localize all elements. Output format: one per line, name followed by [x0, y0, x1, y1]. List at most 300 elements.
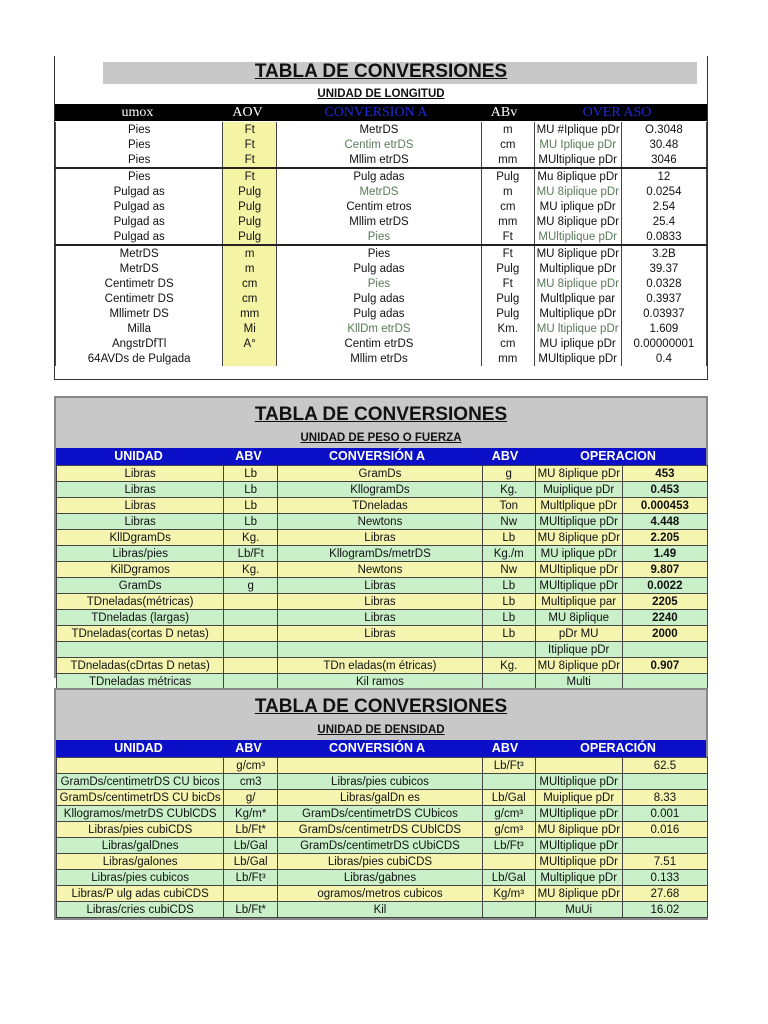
factor-cell: 9.807 — [622, 562, 707, 578]
length-table-header — [55, 104, 707, 121]
conversion-cell: GramDs/centimetrDS CUblCDS — [278, 822, 483, 838]
abv-to-cell: Pulg — [481, 261, 534, 276]
abv-to-cell: Lb — [482, 578, 535, 594]
factor-cell: 8.33 — [622, 790, 707, 806]
table-row — [57, 902, 708, 918]
weight-table-title: TABLA DE CONVERSIONES — [254, 404, 508, 425]
table-row — [57, 822, 708, 838]
abv-cell: Mi — [223, 321, 277, 336]
abv-cell: Lb — [224, 482, 278, 498]
operation-cell: MU 8iplique — [535, 610, 622, 626]
abv-to-cell: Lb — [482, 530, 535, 546]
abv-cell — [224, 610, 278, 626]
abv-to-cell: m — [481, 184, 534, 199]
conversion-cell: GramDs/centimetrDS CUbicos — [278, 806, 483, 822]
abv-cell: g/cm³ — [224, 758, 278, 774]
abv-to-cell: cm — [481, 199, 534, 214]
unit-cell: GramDs/centimetrDS CU bicos — [57, 774, 224, 790]
abv-cell: cm3 — [224, 774, 278, 790]
abv-to-cell: Lb — [482, 626, 535, 642]
factor-cell: 0.3937 — [621, 291, 706, 306]
abv-to-cell: Pulg — [481, 168, 534, 184]
abv-cell — [224, 626, 278, 642]
factor-cell: 0.453 — [622, 482, 707, 498]
unit-cell: TDneladas(cortas D netas) — [57, 626, 224, 642]
operation-cell: MU iplique pDr — [535, 546, 622, 562]
operation-cell: MU 8iplique pDr — [535, 530, 622, 546]
abv-to-cell: mm — [481, 351, 534, 366]
header-operacion: OPERACION — [580, 449, 656, 463]
operation-cell: MUltiplique pDr — [534, 351, 621, 366]
abv-cell: Kg. — [224, 530, 278, 546]
table-row — [56, 168, 707, 184]
abv-to-cell: g/cm³ — [482, 806, 535, 822]
factor-cell: 4.448 — [622, 514, 707, 530]
operation-cell: MUltiplique pDr — [534, 152, 621, 168]
header-operacion: OPERACIÓN — [580, 741, 656, 755]
abv-cell: Ft — [223, 152, 277, 168]
factor-cell: 12 — [621, 168, 706, 184]
table-row — [57, 626, 708, 642]
unit-cell: Milla — [56, 321, 223, 336]
operation-cell: MU 8iplique pDr — [534, 276, 621, 291]
factor-cell: 3046 — [621, 152, 706, 168]
abv-to-cell: Kg/m³ — [482, 886, 535, 902]
density-table-panel — [54, 688, 708, 920]
unit-cell: Libras/cries cubiCDS — [57, 902, 224, 918]
table-row — [57, 886, 708, 902]
operation-cell: MU 8iplique pDr — [535, 466, 622, 482]
abv-cell: Lb/Ft* — [224, 822, 278, 838]
conversion-cell: Mllim etrDS — [277, 214, 482, 229]
operation-cell: MU 8iplique pDr — [534, 245, 621, 261]
unit-cell: Libras/galDnes — [57, 838, 224, 854]
factor-cell: 7.51 — [622, 854, 707, 870]
table-row — [57, 854, 708, 870]
table-row — [57, 482, 708, 498]
unit-cell: GramDs — [57, 578, 224, 594]
unit-cell: Pies — [56, 137, 223, 152]
factor-cell: 16.02 — [622, 902, 707, 918]
unit-cell: 64AVDs de Pulgada — [56, 351, 223, 366]
factor-cell: 0.907 — [622, 658, 707, 674]
factor-cell: 0.03937 — [621, 306, 706, 321]
header-unidad: UNIDAD — [114, 449, 163, 463]
conversion-cell: Libras/pies cubiCDS — [278, 854, 483, 870]
factor-cell: 0.4 — [621, 351, 706, 366]
abv-cell: Lb/Gal — [224, 854, 278, 870]
unit-cell: KllDgramDs — [57, 530, 224, 546]
factor-cell: 0.0254 — [621, 184, 706, 199]
table-row — [57, 546, 708, 562]
header-abv-2: ABV — [491, 741, 519, 755]
operation-cell: MU 8iplique pDr — [535, 658, 622, 674]
unit-cell: Pulgad as — [56, 229, 223, 245]
operation-cell: Muiplique pDr — [535, 790, 622, 806]
conversion-cell: Pulg adas — [277, 261, 482, 276]
conversion-cell: Libras — [278, 578, 483, 594]
table-row — [57, 870, 708, 886]
abv-cell: Lb — [224, 466, 278, 482]
abv-cell: Kg. — [224, 562, 278, 578]
table-row — [57, 578, 708, 594]
abv-cell: cm — [223, 276, 277, 291]
operation-cell: MU 8iplique pDr — [535, 886, 622, 902]
factor-cell: 39.37 — [621, 261, 706, 276]
table-row — [56, 306, 707, 321]
conversion-cell: Libras — [278, 610, 483, 626]
conversion-cell: Pulg adas — [277, 306, 482, 321]
factor-cell: 27.68 — [622, 886, 707, 902]
abv-cell: Ft — [223, 168, 277, 184]
abv-to-cell: Pulg — [481, 291, 534, 306]
abv-cell: Lb/Ft — [224, 546, 278, 562]
unit-cell: Libras/pies — [57, 546, 224, 562]
factor-cell — [622, 774, 707, 790]
operation-cell: MU #Iplique pDr — [534, 122, 621, 137]
conversion-cell: Libras — [278, 626, 483, 642]
operation-cell: Multlplique pDr — [535, 498, 622, 514]
operation-cell: pDr MU — [535, 626, 622, 642]
conversion-cell: ogramos/metros cubicos — [278, 886, 483, 902]
factor-cell: 453 — [622, 466, 707, 482]
abv-to-cell: Pulg — [481, 306, 534, 321]
conversion-cell: Libras/gabnes — [278, 870, 483, 886]
abv-to-cell — [482, 902, 535, 918]
abv-to-cell: Kg. — [482, 482, 535, 498]
table-row — [57, 774, 708, 790]
unit-cell: TDneladas(métricas) — [57, 594, 224, 610]
header-unidad: umox — [121, 105, 154, 120]
conversion-cell: GramDs — [278, 466, 483, 482]
table-row — [57, 530, 708, 546]
factor-cell: 0.000453 — [622, 498, 707, 514]
abv-to-cell: Lb — [482, 594, 535, 610]
table-row — [56, 291, 707, 306]
unit-cell: GramDs/centimetrDS CU bicDs — [57, 790, 224, 806]
unit-cell: Libras/P ulg adas cubiCDS — [57, 886, 224, 902]
abv-cell: Lb/Ft* — [224, 902, 278, 918]
weight-table-panel — [54, 396, 708, 688]
operation-cell: MUltiplique pDr — [534, 229, 621, 245]
table-row — [56, 137, 707, 152]
density-table-subtitle: UNIDAD DE DENSIDAD — [317, 724, 445, 736]
unit-cell: Centimetr DS — [56, 276, 223, 291]
conversion-cell — [278, 758, 483, 774]
table-row — [57, 790, 708, 806]
unit-cell: Libras — [57, 498, 224, 514]
abv-cell: Pulg — [223, 184, 277, 199]
operation-cell: Multlplique par — [534, 291, 621, 306]
table-row — [57, 758, 708, 774]
abv-cell: mm — [223, 306, 277, 321]
table-row — [57, 514, 708, 530]
table-row — [56, 321, 707, 336]
operation-cell: Mu 8iplique pDr — [534, 168, 621, 184]
abv-to-cell: mm — [481, 152, 534, 168]
table-row — [56, 199, 707, 214]
factor-cell: 0.00000001 — [621, 336, 706, 351]
operation-cell: MUltiplique pDr — [535, 854, 622, 870]
table-row — [57, 838, 708, 854]
unit-cell: Mllimetr DS — [56, 306, 223, 321]
weight-table — [56, 465, 708, 690]
conversion-cell: TDneladas — [278, 498, 483, 514]
abv-to-cell: Lb/Ft³ — [482, 758, 535, 774]
operation-cell: Multi — [535, 674, 622, 690]
abv-cell: Pulg — [223, 199, 277, 214]
abv-to-cell: cm — [481, 336, 534, 351]
unit-cell: Pulgad as — [56, 199, 223, 214]
factor-cell: 2000 — [622, 626, 707, 642]
conversion-cell: Pies — [277, 245, 482, 261]
operation-cell: MU iplique pDr — [534, 199, 621, 214]
abv-to-cell: Lb — [482, 610, 535, 626]
conversion-cell: Libras/galDn es — [278, 790, 483, 806]
length-table-title: TABLA DE CONVERSIONES — [254, 61, 508, 82]
conversion-cell: Kil — [278, 902, 483, 918]
header-conversion: CONVERSIÓN A — [328, 741, 426, 755]
header-abv-2: ABV — [491, 449, 519, 463]
header-abv: ABV — [235, 449, 262, 463]
abv-to-cell: Ton — [482, 498, 535, 514]
length-table-panel — [54, 56, 708, 380]
factor-cell: 2.205 — [622, 530, 707, 546]
table-row — [56, 245, 707, 261]
factor-cell: 1.609 — [621, 321, 706, 336]
abv-cell — [224, 594, 278, 610]
abv-cell — [224, 886, 278, 902]
factor-cell: 2240 — [622, 610, 707, 626]
weight-table-header — [56, 448, 706, 465]
factor-cell: 1.49 — [622, 546, 707, 562]
abv-to-cell: Lb/Ft³ — [482, 838, 535, 854]
conversion-cell: Mllim etrDS — [277, 152, 482, 168]
unit-cell — [57, 758, 224, 774]
unit-cell: Libras — [57, 514, 224, 530]
factor-cell: 0.0833 — [621, 229, 706, 245]
table-row — [57, 610, 708, 626]
abv-to-cell: Nw — [482, 514, 535, 530]
abv-to-cell: cm — [481, 137, 534, 152]
abv-to-cell: mm — [481, 214, 534, 229]
table-row — [56, 122, 707, 137]
conversion-cell: Pies — [277, 276, 482, 291]
abv-to-cell: Ft — [481, 276, 534, 291]
abv-cell: Lb — [224, 498, 278, 514]
conversion-cell: Libras/pies cubicos — [278, 774, 483, 790]
abv-to-cell: g — [482, 466, 535, 482]
unit-cell: Pies — [56, 122, 223, 137]
unit-cell: MetrDS — [56, 245, 223, 261]
abv-to-cell: g/cm³ — [482, 822, 535, 838]
abv-cell: g — [224, 578, 278, 594]
table-row — [57, 658, 708, 674]
table-row — [56, 229, 707, 245]
abv-to-cell — [482, 854, 535, 870]
unit-cell: Pulgad as — [56, 214, 223, 229]
operation-cell: MuUi — [535, 902, 622, 918]
abv-cell: Lb/Gal — [224, 838, 278, 854]
unit-cell: Libras/pies cubiCDS — [57, 822, 224, 838]
operation-cell: Multiplique par — [535, 594, 622, 610]
unit-cell: Pies — [56, 152, 223, 168]
operation-cell: MUltiplique pDr — [535, 562, 622, 578]
unit-cell: AngstrDfTl — [56, 336, 223, 351]
unit-cell: MetrDS — [56, 261, 223, 276]
conversion-cell: KllogramDs/metrDS — [278, 546, 483, 562]
factor-cell: 0.0022 — [622, 578, 707, 594]
abv-cell: Kg/m* — [224, 806, 278, 822]
conversion-cell: Kil ramos — [278, 674, 483, 690]
conversion-cell: Libras — [278, 594, 483, 610]
table-row — [56, 276, 707, 291]
factor-cell: 0.133 — [622, 870, 707, 886]
abv-cell: Pulg — [223, 229, 277, 245]
conversion-cell: Pulg adas — [277, 291, 482, 306]
abv-cell — [224, 642, 278, 658]
conversion-cell: KllDm etrDS — [277, 321, 482, 336]
abv-to-cell: Ft — [481, 229, 534, 245]
header-abv-2: ABv — [490, 105, 518, 120]
abv-to-cell: Kg./m — [482, 546, 535, 562]
abv-cell — [224, 658, 278, 674]
abv-cell: Lb — [224, 514, 278, 530]
factor-cell: 25.4 — [621, 214, 706, 229]
factor-cell: 3.2B — [621, 245, 706, 261]
operation-cell: MU 8iplique pDr — [534, 184, 621, 199]
header-abv: ABV — [235, 741, 262, 755]
table-row — [57, 466, 708, 482]
operation-cell: MUltiplique pDr — [535, 578, 622, 594]
table-row — [57, 498, 708, 514]
abv-to-cell: Lb/Gal — [482, 790, 535, 806]
table-row — [56, 152, 707, 168]
abv-cell — [223, 351, 277, 366]
factor-cell — [622, 838, 707, 854]
conversion-cell: Libras — [278, 530, 483, 546]
operation-cell: MUltiplique pDr — [535, 514, 622, 530]
unit-cell — [57, 642, 224, 658]
operation-cell: MU 8iplique pDr — [535, 822, 622, 838]
table-row — [56, 261, 707, 276]
table-row — [56, 336, 707, 351]
abv-to-cell: Lb/Gal — [482, 870, 535, 886]
unit-cell: Libras/pies cubicos — [57, 870, 224, 886]
table-row — [56, 214, 707, 229]
abv-to-cell: m — [481, 122, 534, 137]
conversion-cell: Newtons — [278, 562, 483, 578]
abv-cell: cm — [223, 291, 277, 306]
factor-cell — [622, 642, 707, 658]
factor-cell: 62.5 — [622, 758, 707, 774]
density-table — [56, 757, 708, 918]
table-row — [57, 594, 708, 610]
conversion-cell: Centim etrDS — [277, 336, 482, 351]
factor-cell: O.3048 — [621, 122, 706, 137]
operation-cell: MU iplique pDr — [534, 336, 621, 351]
factor-cell: 2205 — [622, 594, 707, 610]
unit-cell: Centimetr DS — [56, 291, 223, 306]
conversion-cell — [278, 642, 483, 658]
factor-cell: 30.48 — [621, 137, 706, 152]
header-abv: AOV — [232, 105, 263, 120]
abv-cell: Lb/Ft³ — [224, 870, 278, 886]
conversion-cell: Centim etrDS — [277, 137, 482, 152]
operation-cell: Multiplique pDr — [535, 870, 622, 886]
abv-cell: Ft — [223, 122, 277, 137]
conversion-cell: Pies — [277, 229, 482, 245]
unit-cell: Pulgad as — [56, 184, 223, 199]
abv-to-cell — [482, 774, 535, 790]
conversion-cell: KllogramDs — [278, 482, 483, 498]
unit-cell: TDneladas(cDrtas D netas) — [57, 658, 224, 674]
header-conversion: CONVERSIÓN A — [328, 449, 426, 463]
length-table-subtitle: UNIDAD DE LONGITUD — [317, 88, 445, 100]
factor-cell: 0.001 — [622, 806, 707, 822]
unit-cell: Libras — [57, 482, 224, 498]
header-operacion: OVER ASO — [582, 105, 652, 120]
unit-cell: TDneladas (largas) — [57, 610, 224, 626]
conversion-cell: Pulg adas — [277, 168, 482, 184]
factor-cell: 0.016 — [622, 822, 707, 838]
abv-to-cell: Ft — [481, 245, 534, 261]
conversion-cell: Newtons — [278, 514, 483, 530]
conversion-cell: TDn eladas(m étricas) — [278, 658, 483, 674]
conversion-cell: GramDs/centimetrDS cUbiCDS — [278, 838, 483, 854]
abv-to-cell: Kg. — [482, 658, 535, 674]
table-row — [56, 184, 707, 199]
operation-cell: MUltiplique pDr — [535, 838, 622, 854]
conversion-cell: MetrDS — [277, 122, 482, 137]
unit-cell: TDneladas métricas — [57, 674, 224, 690]
factor-cell: 0.0328 — [621, 276, 706, 291]
table-row — [57, 562, 708, 578]
unit-cell: Libras/galones — [57, 854, 224, 870]
header-conversion: CONVERSION A — [324, 105, 428, 120]
table-row — [56, 351, 707, 366]
operation-cell: MU 8iplique pDr — [534, 214, 621, 229]
factor-cell: 2.54 — [621, 199, 706, 214]
operation-cell: Multiplique pDr — [534, 306, 621, 321]
table-row — [57, 642, 708, 658]
weight-table-subtitle: UNIDAD DE PESO O FUERZA — [300, 432, 462, 444]
operation-cell: Itiplique pDr — [535, 642, 622, 658]
unit-cell: Kllogramos/metrDS CUblCDS — [57, 806, 224, 822]
conversion-cell: Mllim etrDs — [277, 351, 482, 366]
operation-cell: MUltiplique pDr — [535, 806, 622, 822]
length-table — [55, 122, 707, 366]
abv-cell: A° — [223, 336, 277, 351]
table-row — [57, 806, 708, 822]
abv-cell: m — [223, 261, 277, 276]
unit-cell: Pies — [56, 168, 223, 184]
operation-cell: MU Iplique pDr — [534, 137, 621, 152]
density-table-title: TABLA DE CONVERSIONES — [254, 696, 508, 717]
abv-cell: g/ — [224, 790, 278, 806]
unit-cell: Libras — [57, 466, 224, 482]
operation-cell — [535, 758, 622, 774]
operation-cell: Muiplique pDr — [535, 482, 622, 498]
operation-cell: Multiplique pDr — [534, 261, 621, 276]
abv-cell: Pulg — [223, 214, 277, 229]
conversion-cell: Centim etros — [277, 199, 482, 214]
unit-cell: KilDgramos — [57, 562, 224, 578]
density-table-header — [56, 740, 706, 757]
abv-to-cell: Km. — [481, 321, 534, 336]
conversion-cell: MetrDS — [277, 184, 482, 199]
abv-cell: m — [223, 245, 277, 261]
